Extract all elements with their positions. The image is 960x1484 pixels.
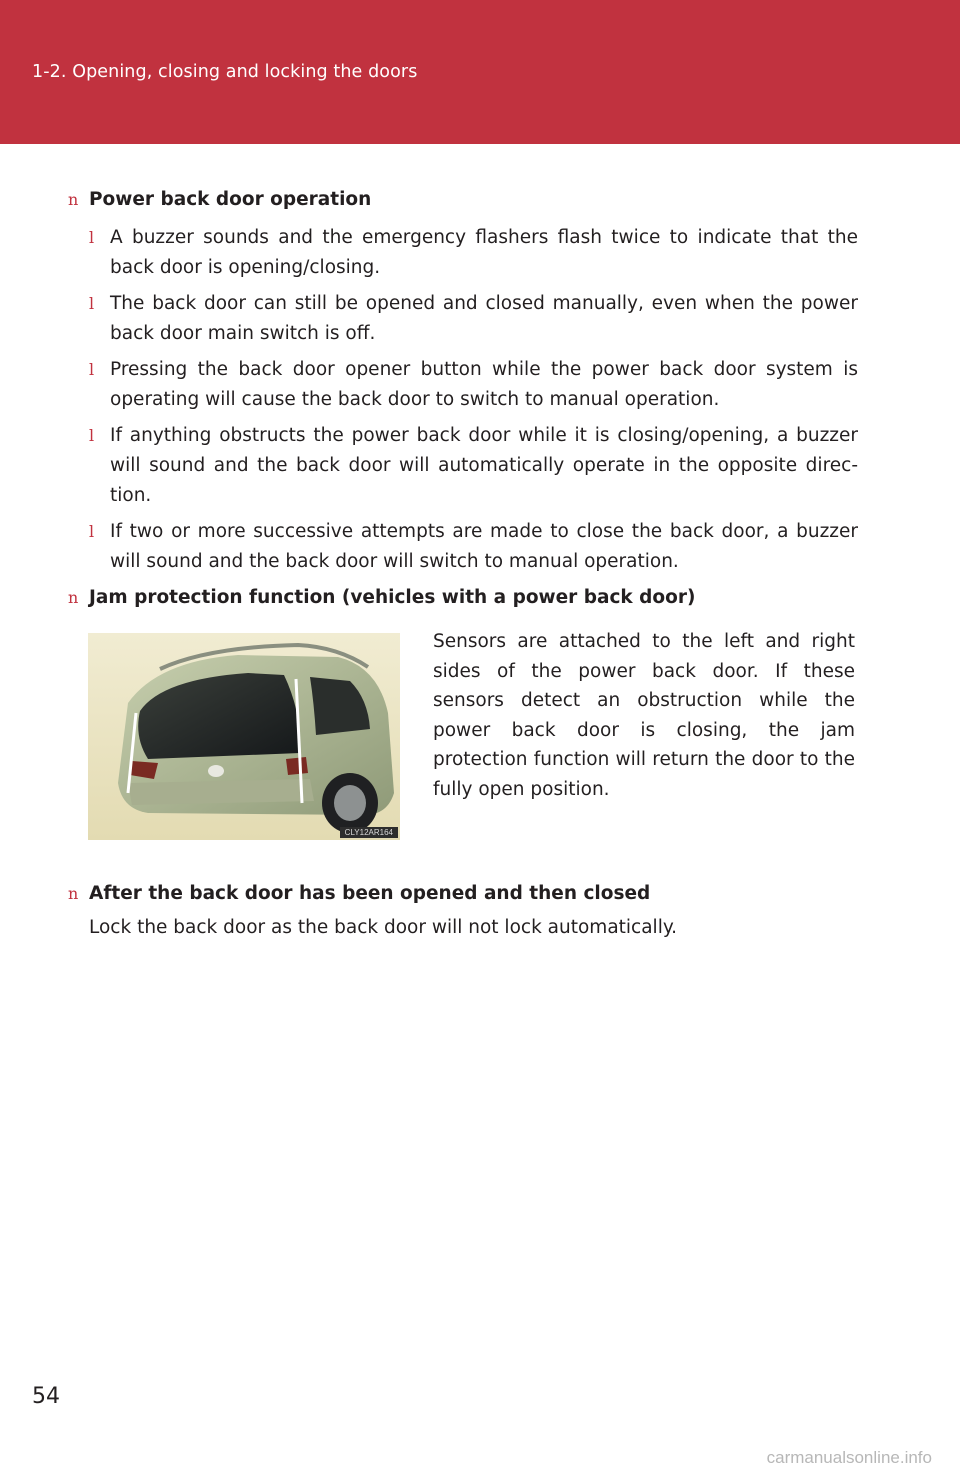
bullet-marker-icon: l <box>89 522 95 541</box>
bullet-marker-icon: l <box>89 426 95 445</box>
bullet-list <box>68 223 858 577</box>
bullet-text: A buzzer sounds and the emergency flashers flash twice to indicate that the back door is opening/closing. <box>110 227 858 278</box>
list-item <box>89 355 858 415</box>
section-title: After the back door has been opened and then closed <box>89 883 651 904</box>
bullet-marker-icon: l <box>89 294 95 313</box>
chapter-header <box>0 0 960 144</box>
bullet-text: If two or more successive attempts are made to close the back door, a buzzer will sound and the back door will switch to manual operation. <box>110 521 858 572</box>
section-marker-icon: n <box>68 588 79 607</box>
list-item <box>89 223 858 283</box>
list-item <box>89 517 858 577</box>
section-marker-icon: n <box>68 884 79 903</box>
section-title: Power back door operation <box>89 189 372 210</box>
after-closed-text: Lock the back door as the back door will not lock automatically. <box>89 917 678 938</box>
section-marker-icon: n <box>68 190 79 209</box>
watermark: carmanualsonline.info <box>766 1448 932 1467</box>
car-rear-illustration <box>88 633 400 840</box>
jam-protection-text: Sensors are attached to the left and right sides of the power back door. If these sensors detect an obstruction while the power back door is closing, the jam protection function will return the door to the fully open position. <box>433 631 855 800</box>
figure-code: CLY12AR164 <box>340 827 398 838</box>
bullet-text: If anything obstructs the power back door while it is closing/opening, a buzzer will sound and the back door will automatically operate in the opposite direc-tion. <box>110 425 858 506</box>
car-rear-image-icon <box>88 633 400 840</box>
section-heading-after-closed <box>68 879 858 909</box>
page-number: 54 <box>32 1384 60 1409</box>
bullet-marker-icon: l <box>89 360 95 379</box>
page-content <box>68 185 858 943</box>
section-title: Jam protection function (vehicles with a power back door) <box>89 587 696 608</box>
list-item <box>89 289 858 349</box>
section-heading-power-back-door <box>68 185 858 215</box>
bullet-text: Pressing the back door opener button while the power back door system is operating will cause the back door to switch to manual operation. <box>110 359 858 410</box>
bullet-marker-icon: l <box>89 228 95 247</box>
jam-protection-block <box>68 623 858 879</box>
section-heading-jam-protection <box>68 583 858 613</box>
chapter-title: 1-2. Opening, closing and locking the doors <box>32 62 418 82</box>
bullet-text: The back door can still be opened and closed manually, even when the power back door main switch is off. <box>110 293 858 344</box>
list-item <box>89 421 858 511</box>
